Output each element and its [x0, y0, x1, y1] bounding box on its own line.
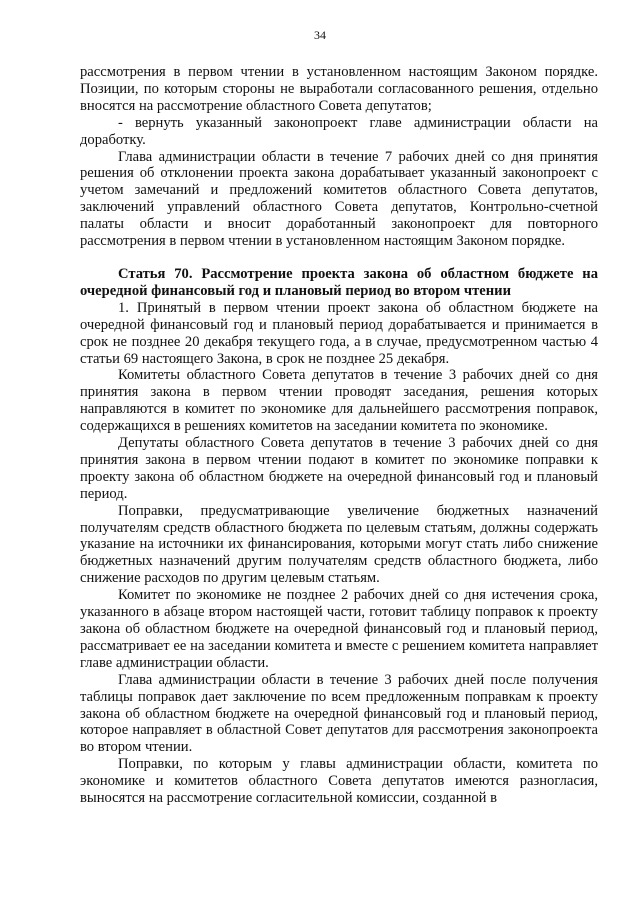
- paragraph-return-bill: - вернуть указанный законопроект главе администрации области на доработку.: [80, 114, 598, 148]
- paragraph-committees: Комитеты областного Совета депутатов в течение 3 рабочих дней со дня принятия закона в первом чтении проводят заседания, решения которых направляются в комитет по экономике для дальнейшего рассмотрения поправок, содержащихся в решениях комитетов на заседании комитета по экономике.: [80, 367, 598, 435]
- article-70-heading: Статья 70. Рассмотрение проекта закона об областном бюджете на очередной финансовый год и плановый период во втором чтении: [80, 265, 598, 299]
- paragraph-continuation: рассмотрения в первом чтении в установленном настоящим Законом порядке. Позиции, по которым стороны не выработали согласованного решения, отдельно вносятся на рассмотрение областного Совета депутатов;: [80, 64, 598, 114]
- paragraph-amendments-funding: Поправки, предусматривающие увеличение бюджетных назначений получателям средств областного бюджета по целевым статьям, должны содержать указание на источники их финансирования, которыми могут стать либо снижение бюджетных назначений другим получателям средств областного бюджета, либо снижение расходов по другим целевым статьям.: [80, 502, 598, 587]
- document-body: [80, 64, 598, 807]
- paragraph-economy-committee: Комитет по экономике не позднее 2 рабочих дней со дня истечения срока, указанного в абзаце втором настоящей части, готовит таблицу поправок к проекту закона об областном бюджете на очередной финансовый год и плановый период, рассматривает ее на заседании комитета и вместе с решением комитета направляет главе администрации области.: [80, 587, 598, 671]
- paragraph-governor-revision: Глава администрации области в течение 7 рабочих дней со дня принятия решения об отклонении проекта закона дорабатывает указанный законопроект с учетом замечаний и предложений комитетов областного Совета депутатов, заключений управлений областного Совета депутатов, Контрольно-счетной палаты области и вносит доработанный законопроект для повторного рассмотрения в первом чтении в установленном настоящим Законом порядке.: [80, 148, 598, 250]
- page-number: 34: [314, 28, 326, 42]
- paragraph-part-1: 1. Принятый в первом чтении проект закона об областном бюджете на очередной финансовый год и плановый период дорабатывается и принимается в срок не позднее 20 декабря текущего года, а в случае, предусмотренном частью 4 статьи 69 настоящего Закона, в срок не позднее 25 декабря.: [80, 299, 598, 367]
- paragraph-disagreements: Поправки, по которым у главы администрации области, комитета по экономике и комитетов областного Совета депутатов имеются разногласия, выносятся на рассмотрение согласительной комиссии, созданной в: [80, 756, 598, 807]
- paragraph-deputies-amendments: Депутаты областного Совета депутатов в течение 3 рабочих дней со дня принятия закона в первом чтении подают в комитет по экономике поправки к проекту закона об областном бюджете на очередной финансовый год и плановый период.: [80, 435, 598, 502]
- section-gap: [80, 250, 598, 266]
- paragraph-governor-conclusion: Глава администрации области в течение 3 рабочих дней после получения таблицы поправок дает заключение по всем предложенным поправкам к проекту закона об областном бюджете на очередной финансовый год и плановый период, которое направляет в областной Совет депутатов для рассмотрения законопроекта во втором чтении.: [80, 671, 598, 756]
